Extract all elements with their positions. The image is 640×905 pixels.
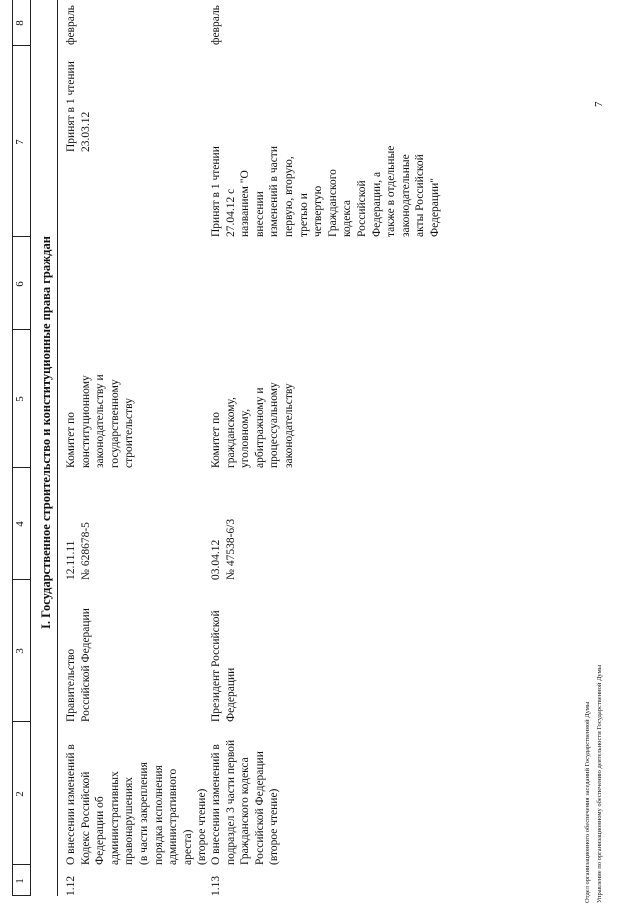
cell-line: изменений в части (268, 146, 281, 237)
row-number: 1.13 (210, 875, 222, 896)
column-separator (12, 579, 30, 580)
column-number-2: 2 (14, 791, 26, 797)
column-number-3: 3 (14, 648, 26, 654)
bill-title (64, 723, 210, 865)
cell-line: законодательные (399, 154, 412, 237)
bill-committee (209, 331, 297, 468)
cell-line: подраздел 3 части первой (224, 739, 237, 865)
column-number-4: 4 (14, 521, 26, 527)
column-number-7: 7 (14, 139, 26, 145)
column-number-1: 1 (14, 878, 26, 884)
cell-line: порядка исполнения (152, 765, 165, 865)
footer-directorate: Управление по организационному обеспечению деятельности Государственной Думы (596, 664, 603, 903)
cell-line: ареста) (181, 829, 194, 865)
cell-line: О внесении изменений в (210, 744, 222, 865)
cell-line: внесении (253, 191, 266, 237)
cell-line: Президент Российской (210, 610, 222, 722)
column-separator (12, 329, 30, 330)
column-separator (12, 236, 30, 237)
column-number-6: 6 (14, 281, 26, 287)
section-title: I. Государственное строительство и конституционные права граждан (39, 236, 53, 629)
column-number-8: 8 (14, 20, 26, 26)
cell-line: Российской (355, 180, 368, 237)
row-number: 1.12 (65, 875, 77, 896)
cell-line: 23.03.12 (79, 111, 92, 152)
cell-line: кодекса (341, 199, 354, 237)
cell-line: уголовному, (239, 408, 252, 468)
cell-line: процессуальному (268, 382, 281, 468)
cell-line: законодательству (282, 383, 295, 468)
cell-line: (в части закрепления (137, 762, 150, 865)
cell-line: Комитет по (65, 412, 77, 468)
cell-line: строительству (123, 398, 136, 468)
cell-line: 03.04.12 (210, 539, 222, 580)
bill-committee (64, 331, 137, 468)
cell-line: О внесении изменений в (65, 744, 77, 865)
cell-line: Российской Федерации (253, 751, 266, 865)
cell-line: Российской Федерации (79, 608, 92, 722)
cell-line: Федерации" (428, 177, 441, 237)
cell-line: правонарушениях (123, 776, 136, 865)
cell-line: 27.04.12 с (224, 188, 237, 237)
bill-registration (64, 469, 93, 580)
bill-month: февраль (210, 5, 222, 45)
cell-line: законодательству и (94, 374, 107, 468)
cell-line: Принят в 1 чтении (65, 61, 77, 152)
cell-line: административного (167, 768, 180, 865)
column-separator (12, 467, 30, 468)
cell-line: арбитражному и (253, 387, 266, 468)
cell-line: № 47538-6/3 (224, 518, 237, 580)
cell-line: Гражданского (326, 169, 339, 237)
page-number: 7 (593, 101, 605, 107)
cell-line: Федерации об (94, 796, 107, 865)
cell-line: Правительство (65, 648, 77, 722)
cell-line: Федерации (224, 667, 237, 722)
section-row-border (57, 0, 58, 896)
cell-line: Федерации, а (370, 171, 383, 237)
cell-line: также в отдельные (385, 145, 398, 237)
cell-line: первую, вторую, (282, 156, 295, 237)
cell-line: Кодекс Российской (79, 771, 92, 865)
cell-line: третью и (297, 193, 310, 237)
bill-initiator (64, 581, 93, 722)
cell-line: четвертую (312, 185, 325, 237)
bill-month: февраль (65, 5, 77, 45)
cell-line: 12.11.11 (65, 540, 77, 580)
column-separator (12, 721, 30, 722)
cell-line: административных (108, 771, 121, 865)
bill-status (64, 47, 93, 152)
bill-status (209, 47, 443, 237)
bill-initiator (209, 581, 238, 722)
table-top-border (12, 0, 13, 896)
bill-registration (209, 469, 238, 580)
cell-line: № 628678-5 (79, 522, 92, 580)
cell-line: акты Российской (414, 154, 427, 237)
header-row-border (30, 0, 31, 896)
cell-line: Гражданского кодекса (239, 757, 252, 865)
bill-title (209, 723, 282, 865)
column-number-5: 5 (14, 396, 26, 402)
cell-line: гражданскому, (224, 396, 237, 468)
footer-department: Отдел организационного обеспечения заседаний Государственной Думы (584, 701, 591, 903)
cell-line: (второе чтение) (268, 788, 281, 865)
cell-line: названием "О (239, 170, 252, 237)
cell-line: Принят в 1 чтении (210, 146, 222, 237)
cell-line: государственному (108, 379, 121, 468)
cell-line: Комитет по (210, 412, 222, 468)
column-separator (12, 45, 30, 46)
cell-line: конституционному (79, 375, 92, 468)
cell-line: (второе чтение) (196, 788, 209, 865)
